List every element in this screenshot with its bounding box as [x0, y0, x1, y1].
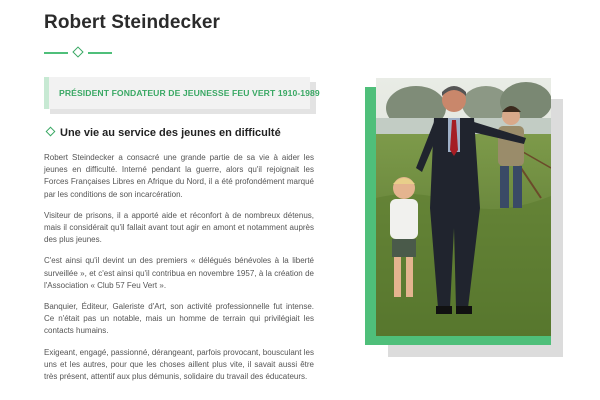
biography-text — [44, 152, 314, 392]
paragraph: Banquier, Éditeur, Galeriste d'Art, son activité professionnelle fut intense. Ce n'était pas un notable, mais un homme de terrain qui privilégiait les contacts humains. — [44, 302, 314, 336]
role-banner-text: PRÉSIDENT FONDATEUR DE JEUNESSE FEU VERT 1910-1989 — [59, 88, 320, 98]
diamond-icon — [72, 46, 83, 57]
paragraph: Visiteur de prisons, il a apporté aide et réconfort à de nombreux détenus, mais il considérait qu'il fallait avant tout agir en amont et notamment auprès des plus jeunes. — [44, 210, 314, 245]
paragraph: C'est ainsi qu'il devint un des premiers « délégués bénévoles à la liberté surveillée », et c'est ainsi qu'il contribua en novembre 1957, à la création de l'Association « Club 57 Feu Vert ». — [44, 256, 314, 290]
portrait-photo — [376, 78, 551, 336]
divider-line-left — [44, 52, 68, 54]
diamond-icon — [46, 127, 56, 137]
page-title: Robert Steindecker — [44, 12, 221, 33]
title-divider — [44, 46, 112, 58]
section-heading — [44, 127, 281, 139]
section-heading-text: Une vie au service des jeunes en difficulté — [60, 127, 281, 139]
paragraph: Robert Steindecker a consacré une grande partie de sa vie à aider les jeunes en difficulté. Interné pendant la guerre, alors qu'il rejoignait les Forces Françaises Libres en Afrique du Nord, il a été profondément marqué par les conditions de son incarcération. — [44, 153, 314, 199]
divider-line-right — [88, 52, 112, 54]
portrait-photo-illustration — [376, 78, 551, 336]
role-banner — [44, 77, 320, 109]
paragraph: Exigeant, engagé, passionné, dérangeant, parfois provocant, bousculant les uns et les autres, pour que les choses aillent plus vite, il savait aussi être très présent, attentif aux plus démunis, solidaire du travail des éducateurs. — [44, 347, 314, 382]
